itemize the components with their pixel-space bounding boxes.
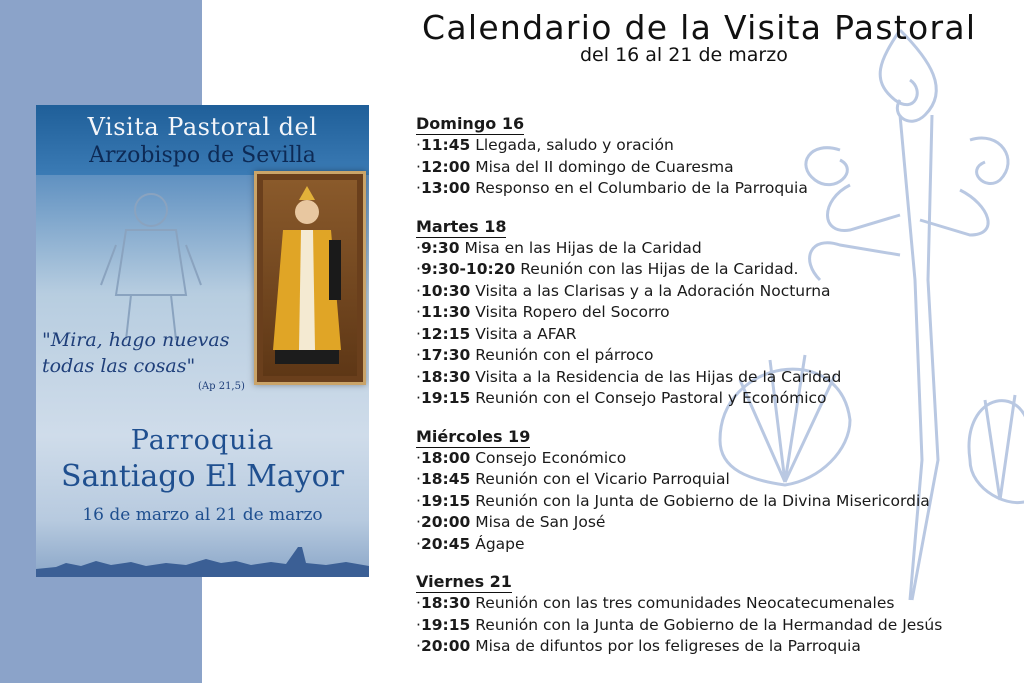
item-time: 20:45 xyxy=(420,534,471,553)
item-text: Llegada, saludo y oración xyxy=(475,136,674,154)
item-text: Reunión con el párroco xyxy=(475,346,654,364)
item-time: 18:30 xyxy=(420,367,471,386)
schedule-item xyxy=(416,448,1024,470)
day-block xyxy=(416,113,1024,200)
bullet-dot: · xyxy=(416,346,421,364)
poster-title-line2: Arzobispo de Sevilla xyxy=(89,143,316,168)
saint-figure-image xyxy=(263,180,351,370)
item-time: 9:30 xyxy=(420,238,460,257)
schedule-item xyxy=(416,636,1024,658)
poster-title-line1: Visita Pastoral del xyxy=(87,113,318,141)
bullet-dot: · xyxy=(416,470,421,488)
schedule-item xyxy=(416,324,1024,346)
item-text: Misa de difuntos por los feligreses de la Parroquia xyxy=(475,637,861,655)
bullet-dot: · xyxy=(416,303,421,321)
item-text: Reunión con la Junta de Gobierno de la Divina Misericordia xyxy=(475,491,930,510)
saint-painting xyxy=(254,171,366,385)
item-time: 9:30-10:20 xyxy=(420,260,516,278)
poster-citation: (Ap 21,5) xyxy=(198,381,245,392)
item-text: Responso en el Columbario de la Parroquia xyxy=(475,179,808,197)
schedule-item xyxy=(416,367,1024,389)
pilgrim-relief-image xyxy=(96,185,206,345)
poster-quote xyxy=(42,327,252,379)
schedule-item xyxy=(416,135,1024,157)
bullet-dot: · xyxy=(416,367,421,386)
schedule xyxy=(416,113,1024,674)
item-text: Reunión con las tres comunidades Neocatecumenales xyxy=(475,594,895,612)
poster-dates: 16 de marzo al 21 de marzo xyxy=(82,505,323,525)
day-heading: Martes 18 xyxy=(416,216,507,236)
day-block xyxy=(416,216,1024,410)
item-time: 11:30 xyxy=(420,303,471,321)
bullet-dot: · xyxy=(416,136,421,154)
bullet-dot: · xyxy=(416,281,421,300)
item-time: 18:00 xyxy=(420,448,471,467)
schedule-item xyxy=(416,345,1024,367)
bullet-dot: · xyxy=(416,324,421,343)
schedule-item xyxy=(416,469,1024,491)
item-text: Visita a las Clarisas y a la Adoración Nocturna xyxy=(475,281,831,300)
bullet-dot: · xyxy=(416,637,421,655)
item-time: 19:15 xyxy=(420,389,471,407)
item-text: Reunión con el Vicario Parroquial xyxy=(475,470,730,488)
item-time: 19:15 xyxy=(420,615,471,634)
item-time: 12:15 xyxy=(420,324,471,343)
item-text: Reunión con el Consejo Pastoral y Económico xyxy=(475,389,827,407)
bullet-dot: · xyxy=(416,513,421,531)
bullet-dot: · xyxy=(416,238,421,257)
item-text: Reunión con las Hijas de la Caridad. xyxy=(520,260,799,278)
schedule-item xyxy=(416,302,1024,324)
item-time: 10:30 xyxy=(420,281,471,300)
bullet-dot: · xyxy=(416,157,421,176)
day-heading: Miércoles 19 xyxy=(416,426,531,446)
item-time: 19:15 xyxy=(420,491,471,510)
poster-church-name: Santiago El Mayor xyxy=(60,459,345,494)
page-subtitle: del 16 al 21 de marzo xyxy=(580,44,788,66)
schedule-item xyxy=(416,157,1024,179)
bullet-dot: · xyxy=(416,594,421,612)
schedule-item xyxy=(416,512,1024,534)
city-skyline-image xyxy=(36,541,369,577)
bullet-dot: · xyxy=(416,615,421,634)
item-time: 20:00 xyxy=(420,513,471,531)
item-text: Misa en las Hijas de la Caridad xyxy=(464,238,702,257)
bullet-dot: · xyxy=(416,491,421,510)
item-time: 18:45 xyxy=(420,470,471,488)
schedule-item xyxy=(416,534,1024,556)
schedule-item xyxy=(416,259,1024,281)
schedule-item xyxy=(416,593,1024,615)
bullet-dot: · xyxy=(416,389,421,407)
poster-parroquia: Parroquia xyxy=(130,425,275,456)
poster-quote-line1: "Mira, hago nuevas xyxy=(42,329,230,351)
schedule-item xyxy=(416,615,1024,637)
item-text: Reunión con la Junta de Gobierno de la Hermandad de Jesús xyxy=(475,615,943,634)
item-time: 12:00 xyxy=(420,157,471,176)
day-heading: Domingo 16 xyxy=(416,114,525,133)
bullet-dot: · xyxy=(416,448,421,467)
item-text: Ágape xyxy=(475,534,525,553)
item-text: Visita Ropero del Socorro xyxy=(475,303,670,321)
schedule-item xyxy=(416,388,1024,410)
item-text: Visita a la Residencia de las Hijas de la Caridad xyxy=(475,367,842,386)
bullet-dot: · xyxy=(416,179,421,197)
schedule-item xyxy=(416,238,1024,260)
item-time: 17:30 xyxy=(420,346,471,364)
day-block xyxy=(416,571,1024,658)
day-block xyxy=(416,426,1024,556)
item-text: Misa de San José xyxy=(475,513,606,531)
bullet-dot: · xyxy=(416,534,421,553)
item-time: 11:45 xyxy=(420,136,471,154)
item-text: Visita a AFAR xyxy=(475,324,577,343)
day-heading: Viernes 21 xyxy=(416,572,512,591)
item-time: 20:00 xyxy=(420,637,471,655)
item-text: Consejo Económico xyxy=(475,448,627,467)
item-time: 18:30 xyxy=(420,594,471,612)
schedule-item xyxy=(416,281,1024,303)
page-title: Calendario de la Visita Pastoral xyxy=(422,8,977,47)
visit-poster xyxy=(36,105,369,577)
bullet-dot: · xyxy=(416,260,421,278)
item-time: 13:00 xyxy=(420,179,471,197)
schedule-item xyxy=(416,178,1024,200)
item-text: Misa del II domingo de Cuaresma xyxy=(475,157,734,176)
poster-quote-line2: todas las cosas" xyxy=(42,355,196,377)
schedule-item xyxy=(416,491,1024,513)
